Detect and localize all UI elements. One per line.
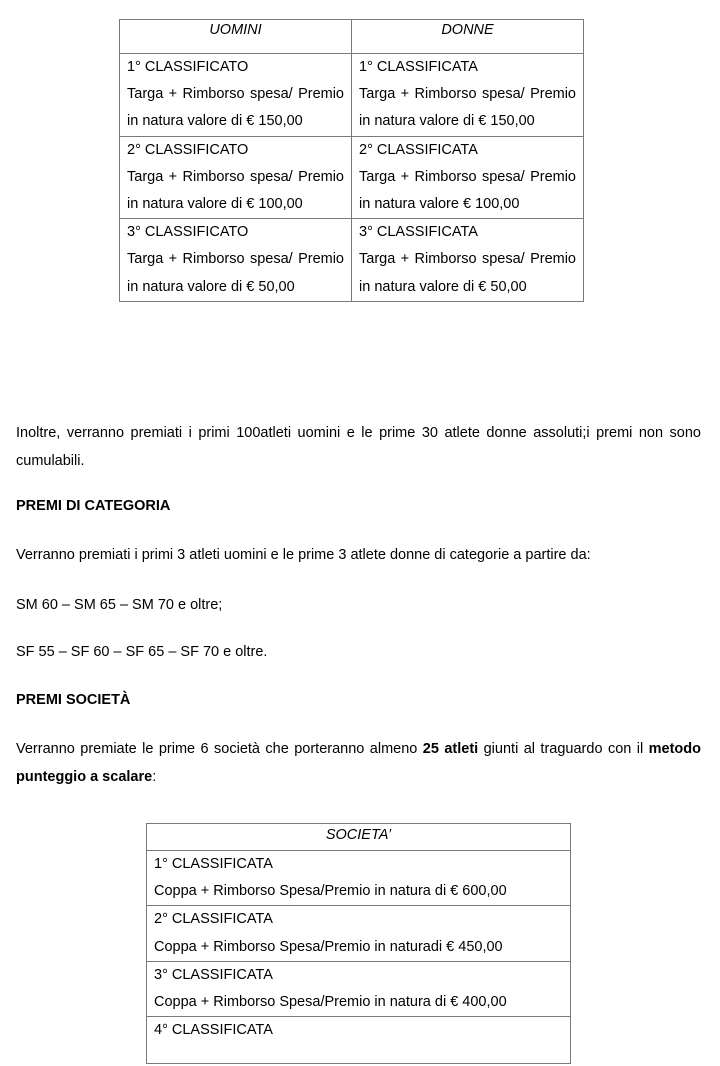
line-categorie-femminili: SF 55 – SF 60 – SF 65 – SF 70 e oltre. bbox=[16, 644, 268, 660]
women-prize: Targa + Rimborso spesa/ Premio in natura valore € 100,00 bbox=[359, 168, 576, 213]
societa-table bbox=[146, 823, 571, 1064]
societa-text-1: Verranno premiate le prime 6 società che porteranno almeno bbox=[16, 741, 423, 757]
women-cell bbox=[352, 54, 584, 137]
men-cell bbox=[120, 54, 352, 137]
societa-cell bbox=[147, 961, 571, 1016]
men-prize: Targa + Rimborso spesa/ Premio in natura valore di € 150,00 bbox=[127, 86, 344, 130]
societa-place: 2° CLASSIFICATA bbox=[154, 911, 273, 928]
societa-place: 4° CLASSIFICATA bbox=[154, 1022, 273, 1039]
societa-cell bbox=[147, 851, 571, 906]
table-row bbox=[147, 851, 571, 906]
table-row bbox=[120, 219, 584, 302]
women-cell bbox=[352, 219, 584, 302]
table-row bbox=[147, 961, 571, 1016]
header-men: UOMINI bbox=[120, 20, 352, 54]
men-prize: Targa + Rimborso spesa/ Premio in natura valore di € 100,00 bbox=[127, 168, 344, 213]
paragraph-categoria: Verranno premiati i primi 3 atleti uomini e le prime 3 atlete donne di categorie a partire da: bbox=[16, 547, 591, 563]
paragraph-assoluti: Inoltre, verranno premiati i primi 100atleti uomini e le prime 30 atlete donne assoluti;i premi non sono cumulabili. bbox=[16, 425, 701, 469]
header-societa: SOCIETA’ bbox=[147, 824, 571, 851]
heading-premi-societa: PREMI SOCIETÀ bbox=[16, 692, 131, 708]
societa-place: 3° CLASSIFICATA bbox=[154, 966, 273, 983]
heading-premi-categoria: PREMI DI CATEGORIA bbox=[16, 498, 171, 514]
men-cell bbox=[120, 136, 352, 219]
women-prize: Targa + Rimborso spesa/ Premio in natura valore di € 150,00 bbox=[359, 86, 576, 130]
women-cell bbox=[352, 136, 584, 219]
societa-bold-atleti: 25 atleti bbox=[422, 741, 479, 757]
societa-bold-metodo: metodo punteggio a scalare bbox=[16, 741, 701, 785]
men-cell bbox=[120, 219, 352, 302]
societa-text-3: : bbox=[152, 768, 157, 785]
men-place: 1° CLASSIFICATO bbox=[127, 59, 249, 75]
societa-prize: Coppa + Rimborso Spesa/Premio in natura di € 400,00 bbox=[154, 994, 507, 1011]
table-row bbox=[147, 1017, 571, 1064]
women-place: 3° CLASSIFICATA bbox=[359, 224, 478, 241]
prize-table bbox=[119, 19, 584, 302]
societa-table-header bbox=[147, 824, 571, 851]
table-row bbox=[147, 906, 571, 961]
prize-table-header bbox=[120, 20, 584, 54]
table-row bbox=[120, 54, 584, 137]
societa-prize: Coppa + Rimborso Spesa/Premio in naturadi € 450,00 bbox=[154, 938, 503, 955]
women-place: 2° CLASSIFICATA bbox=[359, 141, 478, 158]
societa-prize: Coppa + Rimborso Spesa/Premio in natura di € 600,00 bbox=[154, 883, 507, 900]
women-place: 1° CLASSIFICATA bbox=[359, 59, 478, 75]
societa-place: 1° CLASSIFICATA bbox=[154, 856, 273, 872]
header-women: DONNE bbox=[352, 20, 584, 54]
line-categorie-maschili: SM 60 – SM 65 – SM 70 e oltre; bbox=[16, 597, 223, 613]
societa-cell bbox=[147, 906, 571, 961]
men-place: 3° CLASSIFICATO bbox=[127, 224, 249, 241]
men-place: 2° CLASSIFICATO bbox=[127, 141, 249, 158]
men-prize: Targa + Rimborso spesa/ Premio in natura valore di € 50,00 bbox=[127, 251, 344, 295]
societa-cell bbox=[147, 1017, 571, 1064]
societa-text-2: giunti al traguardo con il bbox=[478, 741, 649, 757]
women-prize: Targa + Rimborso spesa/ Premio in natura valore di € 50,00 bbox=[359, 251, 576, 295]
paragraph-societa bbox=[16, 736, 701, 791]
table-row bbox=[120, 136, 584, 219]
